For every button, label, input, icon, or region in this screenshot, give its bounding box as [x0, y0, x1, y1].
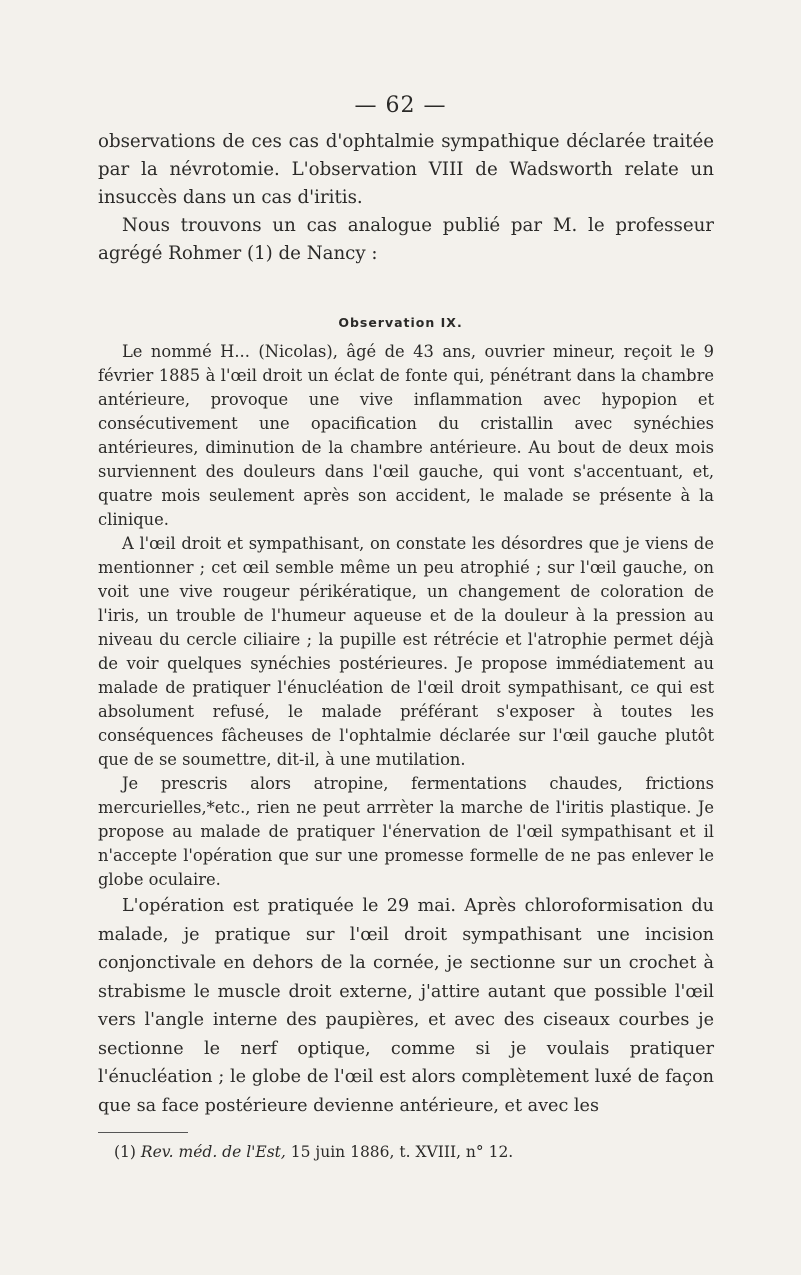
- footnote-rule: [98, 1132, 188, 1133]
- page-number: — 62 —: [354, 93, 447, 118]
- footnote-journal: Rev. méd. de l'Est,: [140, 1143, 286, 1161]
- observation-paragraph: A l'œil droit et sympathisant, on constate les désordres que je viens de mentionner ; cet œil semble même un peu atrophié ; sur l'œil gauche, on voit une vive rougeur périkératique, un changement de coloration de l'iris, un trouble de l'humeur aqueuse et de la douleur à la pression au niveau du cercle ciliaire ; la pupille est rétrécie et l'atrophie permet déjà de voir quelques synéchies postérieures. Je propose immédiatement au malade de pratiquer l'énucléation de l'œil droit sympathisant, ce qui est absolument refusé, le malade préférant s'exposer à toutes les conséquences fâcheuses de l'ophtalmie déclarée sur l'œil gauche plutôt que de se soumettre, dit-il, à une mutilation.: [98, 534, 714, 769]
- observation-heading: Observation IX.: [338, 315, 463, 330]
- intro-text: [98, 128, 714, 268]
- intro-paragraph: Nous trouvons un cas analogue publié par M. le professeur agrégé Rohmer (1) de Nancy :: [98, 215, 714, 264]
- footnote-details: 15 juin 1886, t. XVIII, n° 12.: [290, 1143, 514, 1161]
- intro-paragraph: observations de ces cas d'ophtalmie sympathique déclarée traitée par la névrotomie. L'observation VIII de Wadsworth relate un insuccès dans un cas d'iritis.: [98, 131, 714, 208]
- footnote-marker: (1): [114, 1143, 136, 1161]
- observation-paragraph: Le nommé H... (Nicolas), âgé de 43 ans, ouvrier mineur, reçoit le 9 février 1885 à l'œil droit un éclat de fonte qui, pénétrant dans la chambre antérieure, provoque une vive inflammation avec hypopion et consécutivement une opacification du cristallin avec synéchies antérieures, diminution de la chambre antérieure. Au bout de deux mois surviennent des douleurs dans l'œil gauche, qui vont s'accentuant, et, quatre mois seulement après son accident, le malade se présente à la clinique.: [98, 342, 714, 529]
- footnote: [114, 1142, 714, 1162]
- observation-paragraph: L'opération est pratiquée le 29 mai. Après chloroformisation du malade, je pratique sur l'œil droit sympathisant une incision conjonctivale en dehors de la cornée, je sectionne sur un crochet à strabisme le muscle droit externe, j'attire autant que possible l'œil vers l'angle interne des paupières, et avec des ciseaux courbes je sectionne le nerf optique, comme si je voulais pratiquer l'énucléation ; le globe de l'œil est alors complètement luxé de façon que sa face postérieure devienne antérieure, et avec les: [98, 896, 714, 1116]
- observation-paragraph: Je prescris alors atropine, fermentations chaudes, frictions mercurielles,*etc., rien ne peut arrrèter la marche de l'iritis plastique. Je propose au malade de pratiquer l'énervation de l'œil sympathisant et il n'accepte l'opération que sur une promesse formelle de ne pas enlever le globe oculaire.: [98, 774, 714, 889]
- observation-body: [98, 340, 714, 1120]
